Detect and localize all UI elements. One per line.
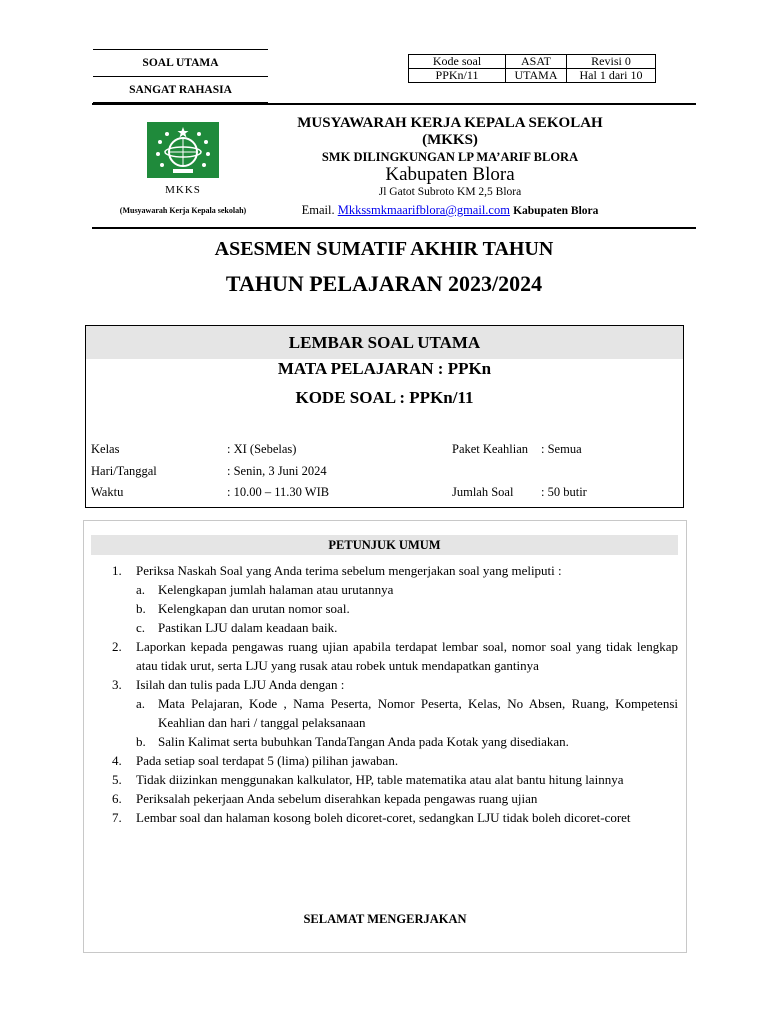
- item-text: Lembar soal dan halaman kosong boleh dicoret-coret, sedangkan LJU tidak boleh dicoret-coret: [136, 810, 631, 825]
- asat-cell: ASAT: [506, 55, 567, 69]
- kelas-value: : XI (Sebelas): [227, 442, 297, 456]
- regency-line: Kabupaten Blora: [385, 164, 515, 185]
- kode-soal-value: PPKn/11: [409, 69, 506, 83]
- item-text: Pada setiap soal terdapat 5 (lima) pilihan jawaban.: [136, 753, 399, 768]
- page-number-cell: Hal 1 dari 10: [567, 69, 656, 83]
- instruction-subitem: [84, 618, 686, 637]
- email-link[interactable]: Mkkssmkmaarifblora@gmail.com: [337, 203, 510, 217]
- org-name-line1: MUSYAWARAH KERJA KEPALA SEKOLAH: [297, 115, 603, 131]
- item-number: 5.: [112, 772, 122, 787]
- item-number: 6.: [112, 791, 122, 806]
- email-suffix: Kabupaten Blora: [513, 205, 599, 217]
- waktu-label: Waktu: [91, 485, 124, 499]
- utama-cell: UTAMA: [506, 69, 567, 83]
- instruction-subitem: [84, 599, 686, 618]
- lembar-soal-heading: LEMBAR SOAL UTAMA: [86, 326, 683, 359]
- classification-box: [93, 49, 268, 103]
- sangat-rahasia-label: SANGAT RAHASIA: [93, 76, 268, 103]
- instruction-item: [84, 637, 686, 675]
- mata-pelajaran-line: MATA PELAJARAN : PPKn: [277, 359, 492, 378]
- item-text: Periksa Naskah Soal yang Anda terima sebelum mengerjakan soal yang meliputi :: [136, 563, 562, 578]
- subitem-letter: c.: [136, 620, 146, 635]
- kelas-label: Kelas: [91, 442, 120, 456]
- item-number: 4.: [112, 753, 122, 768]
- item-text: Isilah dan tulis pada LJU Anda dengan :: [136, 677, 345, 692]
- kode-soal-label: Kode soal: [409, 55, 506, 69]
- subitem-letter: a.: [136, 696, 146, 711]
- nu-logo-icon: [147, 122, 219, 178]
- kode-soal-line: KODE SOAL : PPKn/11: [295, 388, 474, 407]
- lembar-soal-box: [85, 325, 684, 508]
- soal-utama-label: SOAL UTAMA: [142, 57, 219, 69]
- exam-title: ASESMEN SUMATIF AKHIR TAHUN: [214, 238, 554, 260]
- org-name: [262, 115, 638, 149]
- instruction-item: [84, 751, 686, 770]
- email-label: Email.: [301, 203, 335, 217]
- petunjuk-heading: PETUNJUK UMUM: [91, 535, 678, 555]
- waktu-value: : 10.00 – 11.30 WIB: [227, 485, 330, 499]
- academic-year-title: TAHUN PELAJARAN 2023/2024: [225, 271, 543, 296]
- instruction-subitem: [84, 732, 686, 751]
- item-text: Tidak diizinkan menggunakan kalkulator, HP, table matematika atau alat bantu hitung lainnya: [136, 772, 624, 787]
- subitem-letter: b.: [136, 734, 146, 749]
- subitem-letter: b.: [136, 601, 146, 616]
- item-number: 3.: [112, 677, 122, 692]
- subitem-letter: a.: [136, 582, 146, 597]
- school-line: SMK DILINGKUNGAN LP MA’ARIF BLORA: [321, 150, 579, 164]
- paket-label: Paket Keahlian: [452, 442, 529, 456]
- subitem-text: Mata Pelajaran, Kode , Nama Peserta, Nomor Peserta, Kelas, No Absen, Ruang, Kompetensi Keahlian dan hari / tanggal pelaksanaan: [158, 696, 678, 730]
- instruction-item: [84, 808, 686, 827]
- hari-label: Hari/Tanggal: [91, 464, 157, 478]
- instruction-list: [84, 561, 686, 827]
- subitem-text: Kelengkapan dan urutan nomor soal.: [158, 601, 350, 616]
- subitem-text: Kelengkapan jumlah halaman atau urutannya: [158, 582, 394, 597]
- item-number: 7.: [112, 810, 122, 825]
- closing-text: SELAMAT MENGERJAKAN: [303, 912, 467, 926]
- subitem-text: Pastikan LJU dalam keadaan baik.: [158, 620, 338, 635]
- jumlah-label: Jumlah Soal: [452, 485, 514, 499]
- instruction-subitem: [84, 694, 686, 732]
- document-code-table: [408, 54, 656, 83]
- item-text: Laporkan kepada pengawas ruang ujian apabila terdapat lembar soal, nomor soal yang tidak lengkap atau tidak urut, serta LJU yang rusak atau robek untuk mendapatkan gantinya: [136, 639, 678, 673]
- jumlah-value: : 50 butir: [541, 485, 587, 499]
- address-line: Jl Gatot Subroto KM 2,5 Blora: [378, 186, 522, 198]
- logo-subcaption: (Musyawarah Kerja Kepala sekolah): [119, 206, 247, 215]
- paket-value: : Semua: [541, 442, 582, 456]
- org-name-line2: (MKKS): [422, 132, 478, 148]
- email-line: [262, 203, 638, 218]
- instruction-subitem: [84, 580, 686, 599]
- item-text: Periksalah pekerjaan Anda sebelum diserahkan kepada pengawas ruang ujian: [136, 791, 538, 806]
- revisi-cell: Revisi 0: [567, 55, 656, 69]
- petunjuk-box: [83, 520, 687, 953]
- instruction-item: [84, 770, 686, 789]
- logo-caption: MKKS: [165, 184, 201, 196]
- item-number: 1.: [112, 563, 122, 578]
- instruction-item: [84, 789, 686, 808]
- header-top-rule: [92, 103, 696, 105]
- instruction-item: [84, 561, 686, 580]
- item-number: 2.: [112, 639, 122, 654]
- instruction-item: [84, 675, 686, 694]
- hari-value: : Senin, 3 Juni 2024: [227, 464, 327, 478]
- subitem-text: Salin Kalimat serta bubuhkan TandaTangan Anda pada Kotak yang disediakan.: [158, 734, 569, 749]
- header-bottom-rule: [92, 227, 696, 229]
